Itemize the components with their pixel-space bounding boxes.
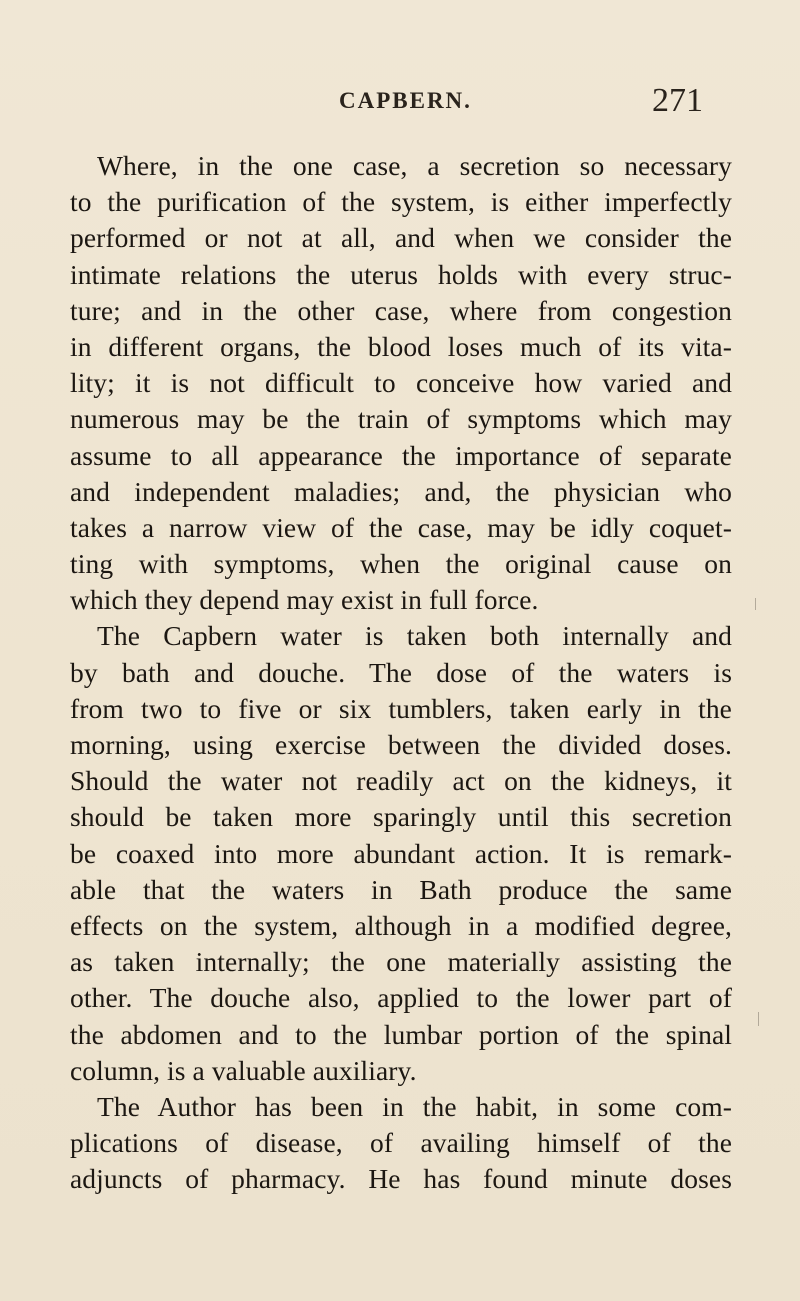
text-line: Should the water not readily act on the kidneys, it — [70, 765, 732, 797]
body-text — [70, 148, 732, 1197]
text-line: ting with symptoms, when the original cause on — [70, 548, 732, 580]
text-line: numerous may be the train of symptoms which may — [70, 403, 732, 435]
margin-mark — [758, 1012, 759, 1026]
text-line: adjuncts of pharmacy. He has found minute doses — [70, 1163, 732, 1195]
text-line: The Author has been in the habit, in some com- — [97, 1090, 732, 1122]
running-title: CAPBERN. — [339, 88, 472, 113]
text-line: effects on the system, although in a modified degree, — [70, 909, 732, 941]
text-line: by bath and douche. The dose of the waters is — [70, 656, 732, 688]
text-line: should be taken more sparingly until this secretion — [70, 801, 732, 833]
text-line: takes a narrow view of the case, may be idly coquet- — [70, 511, 732, 543]
text-line: morning, using exercise between the divided doses. — [70, 729, 732, 760]
text-line: column, is a valuable auxiliary. — [70, 1054, 417, 1086]
text-line: assume to all appearance the importance of separate — [70, 439, 732, 471]
text-line: able that the waters in Bath produce the same — [70, 873, 732, 905]
text-line: to the purification of the system, is either imperfectly — [70, 186, 732, 218]
text-line: intimate relations the uterus holds with every struc- — [70, 258, 732, 290]
text-line: be coaxed into more abundant action. It is remark- — [70, 837, 732, 869]
text-line: The Capbern water is taken both internally and — [97, 620, 732, 652]
text-line: as taken internally; the one materially assisting the — [70, 946, 732, 978]
text-line: which they depend may exist in full force. — [70, 584, 539, 616]
page-number: 271 — [652, 82, 703, 119]
text-line: in different organs, the blood loses much of its vita- — [70, 330, 732, 362]
text-line: lity; it is not difficult to conceive how varied and — [70, 367, 732, 399]
text-line: other. The douche also, applied to the lower part of — [70, 982, 732, 1014]
text-line: from two to five or six tumblers, taken early in the — [70, 692, 732, 724]
margin-mark — [755, 598, 756, 610]
text-line: performed or not at all, and when we consider the — [70, 222, 732, 254]
text-line: Where, in the one case, a secretion so necessary — [97, 150, 732, 181]
running-head — [0, 84, 800, 124]
text-line: ture; and in the other case, where from congestion — [70, 294, 732, 326]
text-line: the abdomen and to the lumbar portion of the spinal — [70, 1018, 732, 1050]
text-line: and independent maladies; and, the physician who — [70, 475, 732, 507]
text-line: plications of disease, of availing himself of the — [70, 1127, 732, 1159]
